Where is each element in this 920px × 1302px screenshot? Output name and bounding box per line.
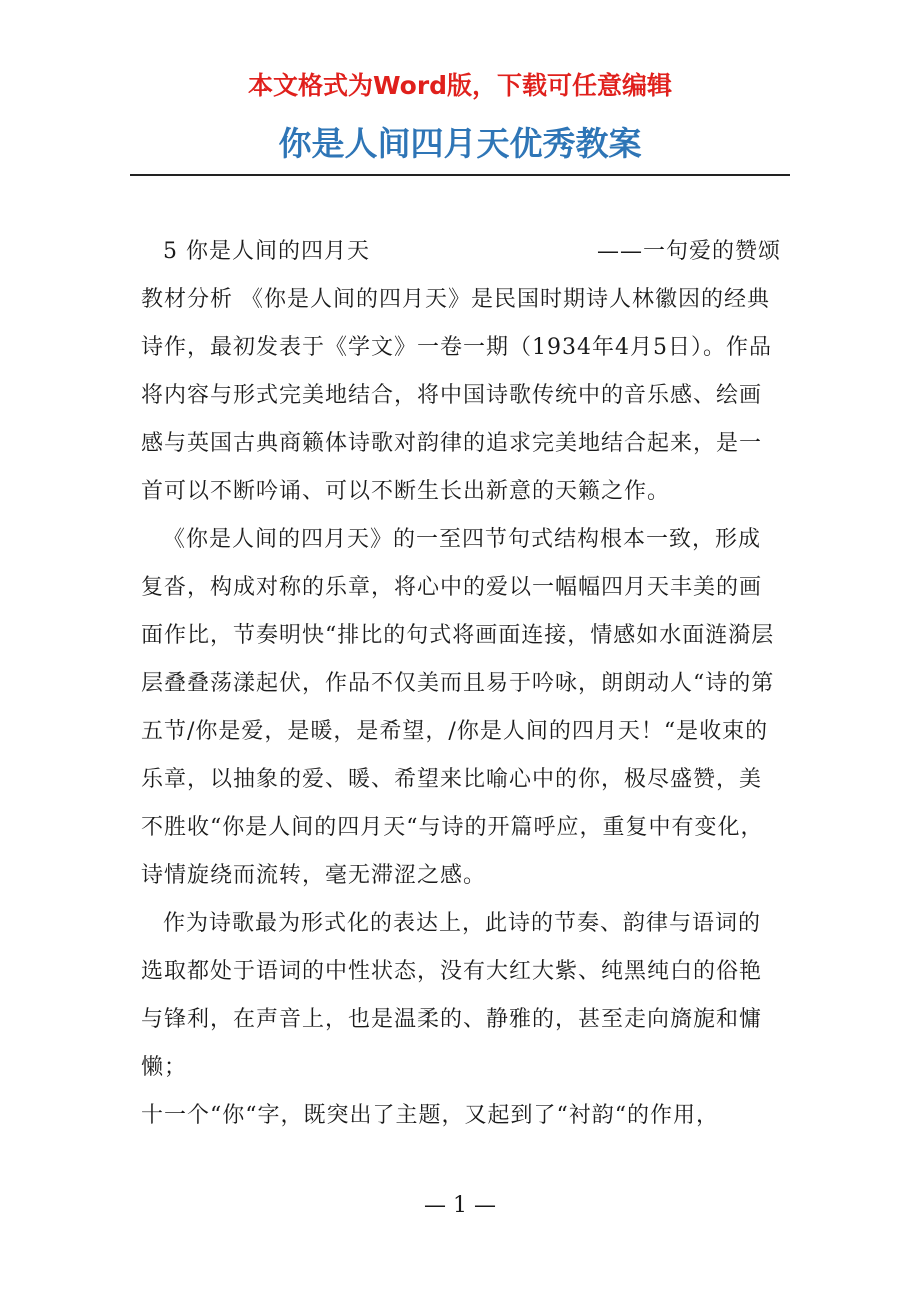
document-title: 你是人间四月天优秀教案 (278, 124, 642, 163)
paragraph-eleven-you: 十一个“你“字，既突出了主题，又起到了“衬韵“的作用， (141, 1103, 719, 1128)
paragraph-form: 作为诗歌最为形式化的表达上，此诗的节奏、韵律与语词的选取都处于语词的中性状态，没有大红大紫、纯黑纯白的俗艳与锋利，在声音上，也是温柔的、静雅的，甚至走向旖旎和慵懒； (141, 911, 763, 1080)
page-number: — 1 — (424, 1193, 496, 1218)
format-notice: 本文格式为Word版，下载可任意编辑 (247, 71, 673, 100)
lesson-heading (141, 228, 781, 276)
paragraph-material-analysis: 教材分析 《你是人间的四月天》是民国时期诗人林徽因的经典诗作，最初发表于《学文》一卷一期（1934年4月5日）。作品将内容与形式完美地结合，将中国诗歌传统中的音乐感、绘画感与英国古典商籁体诗歌对韵律的追求完美地结合起来，是一首可以不断吟诵、可以不断生长出新意的天籁之作。 (141, 287, 772, 504)
document-body (141, 228, 781, 1140)
lesson-heading-subtitle: ——一句爱的赞颂 (596, 239, 781, 264)
lesson-heading-title: 5 你是人间的四月天 (163, 239, 370, 264)
title-divider (130, 174, 790, 176)
paragraph-structure: 《你是人间的四月天》的一至四节句式结构根本一致，形成复沓，构成对称的乐章，将心中的爱以一幅幅四月天丰美的画面作比，节奏明快“排比的句式将画面连接，情感如水面涟漪层层叠叠荡漾起伏，作品不仅美而且易于吟咏，朗朗动人“诗的第五节/你是爱，是暖，是希望，/你是人间的四月天！“是收束的乐章，以抽象的爱、暖、希望来比喻心中的你，极尽盛赞，美不胜收“你是人间的四月天“与诗的开篇呼应，重复中有变化，诗情旋绕而流转，毫无滞涩之感。 (141, 527, 775, 888)
